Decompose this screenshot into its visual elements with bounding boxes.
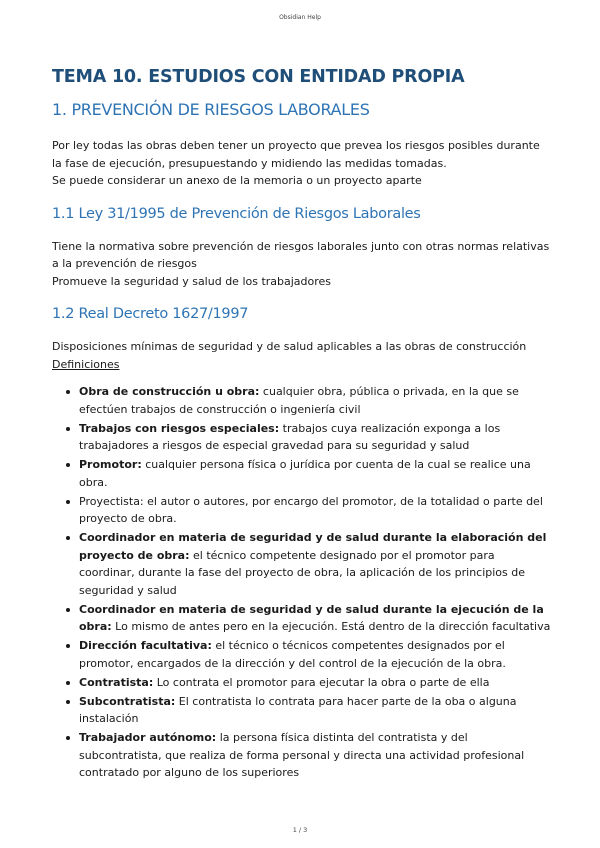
definition-separator: : — [211, 731, 217, 744]
definition-separator: : — [107, 620, 112, 633]
definition-separator: : — [148, 675, 154, 689]
definition-item — [79, 420, 552, 455]
document-title: TEMA 10. ESTUDIOS CON ENTIDAD PROPIA — [52, 67, 465, 87]
definitions-list — [52, 383, 552, 782]
definition-text: cualquier obra, pública o privada, en la que se efectúen trabajos de construcción o ingeniería civil — [79, 385, 519, 416]
definition-item — [79, 729, 552, 782]
definition-item — [79, 674, 552, 692]
paragraph-line: Tiene la normativa sobre prevención de riesgos laborales junto con otras normas relativas a la prevención de riesgos — [52, 239, 550, 270]
definition-text: trabajos cuya realización exponga a los trabajadores a riesgos de especial gravedad para su seguridad y salud — [79, 421, 501, 452]
definitions-label: Definiciones — [52, 357, 120, 371]
definition-term: Dirección facultativa — [79, 639, 208, 652]
subsection-heading-real-decreto: 1.2 Real Decreto 1627/1997 — [52, 306, 249, 322]
definition-item — [79, 601, 552, 636]
definition-text: Lo contrata el promotor para ejecutar la obra o parte de ella — [153, 675, 490, 689]
definition-term: Subcontratista — [79, 694, 171, 708]
definition-item — [79, 493, 552, 528]
definition-term: Obra de construcción u obra — [79, 385, 256, 398]
definition-term: Coordinador en materia de seguridad y de salud durante la elaboración del proyecto de obra — [79, 531, 547, 562]
definition-item — [79, 456, 552, 491]
definition-text: el técnico o técnicos competentes designados por el promotor, encargados de la dirección y del control de la ejecución de la obra. — [79, 639, 506, 670]
definition-item — [79, 693, 552, 728]
document-content — [52, 64, 552, 783]
section-heading-prevencion: 1. PREVENCIÓN DE RIESGOS LABORALES — [52, 100, 370, 119]
paragraph-line: Promueve la seguridad y salud de los trabajadores — [52, 274, 332, 288]
definition-text: Lo mismo de antes pero en la ejecución. Está dentro de la dirección facultativa — [111, 620, 551, 633]
definition-text: la persona física distinta del contratista y del subcontratista, que realiza de forma personal y directa una actividad profesional contratado por alguno de los superiores — [79, 731, 525, 779]
paragraph-line: Disposiciones mínimas de seguridad y de salud aplicables a las obras de construcción — [52, 340, 527, 353]
paragraph-line: Se puede considerar un anexo de la memoria o un proyecto aparte — [52, 174, 422, 187]
definition-term: Contratista — [79, 675, 149, 689]
definition-term: Trabajador autónomo — [79, 731, 212, 744]
definition-item — [79, 637, 552, 672]
definition-term: Trabajos con riesgos especiales — [79, 421, 275, 435]
subsection-paragraph — [52, 238, 552, 291]
definition-item — [79, 529, 552, 599]
definition-separator: : — [137, 458, 142, 471]
section-paragraph — [52, 137, 552, 190]
subsection-paragraph — [52, 338, 552, 373]
definition-text: cualquier persona física o jurídica por cuenta de la cual se realice una obra. — [79, 458, 531, 489]
running-header: Obsidian Help — [279, 14, 321, 21]
definition-text: el técnico competente designado por el promotor para coordinar, durante la fase del proyecto de obra, la aplicación de los principios de seguridad y salud — [79, 548, 526, 597]
definition-separator: : — [207, 639, 212, 652]
definition-text: Proyectista: el autor o autores, por encargo del promotor, de la totalidad o parte del proyecto de obra. — [79, 494, 543, 525]
definition-separator: : — [185, 548, 190, 562]
paragraph-line: Por ley todas las obras deben tener un proyecto que prevea los riesgos posibles durante la fase de ejecución, presupuestando y midiendo las medidas tomadas. — [52, 139, 540, 170]
subsection-heading-ley: 1.1 Ley 31/1995 de Prevención de Riesgos Laborales — [52, 205, 421, 222]
definition-separator: : — [170, 694, 176, 708]
definition-separator: : — [255, 385, 260, 398]
definition-text: El contratista lo contrata para hacer parte de la oba o alguna instalación — [79, 694, 517, 725]
definition-term: Promotor — [79, 458, 138, 471]
definition-item — [79, 383, 552, 418]
page-number: 1 / 3 — [292, 826, 308, 834]
definition-term: Coordinador en materia de seguridad y de salud durante la ejecución de la obra — [79, 602, 544, 633]
definition-separator: : — [274, 421, 280, 435]
